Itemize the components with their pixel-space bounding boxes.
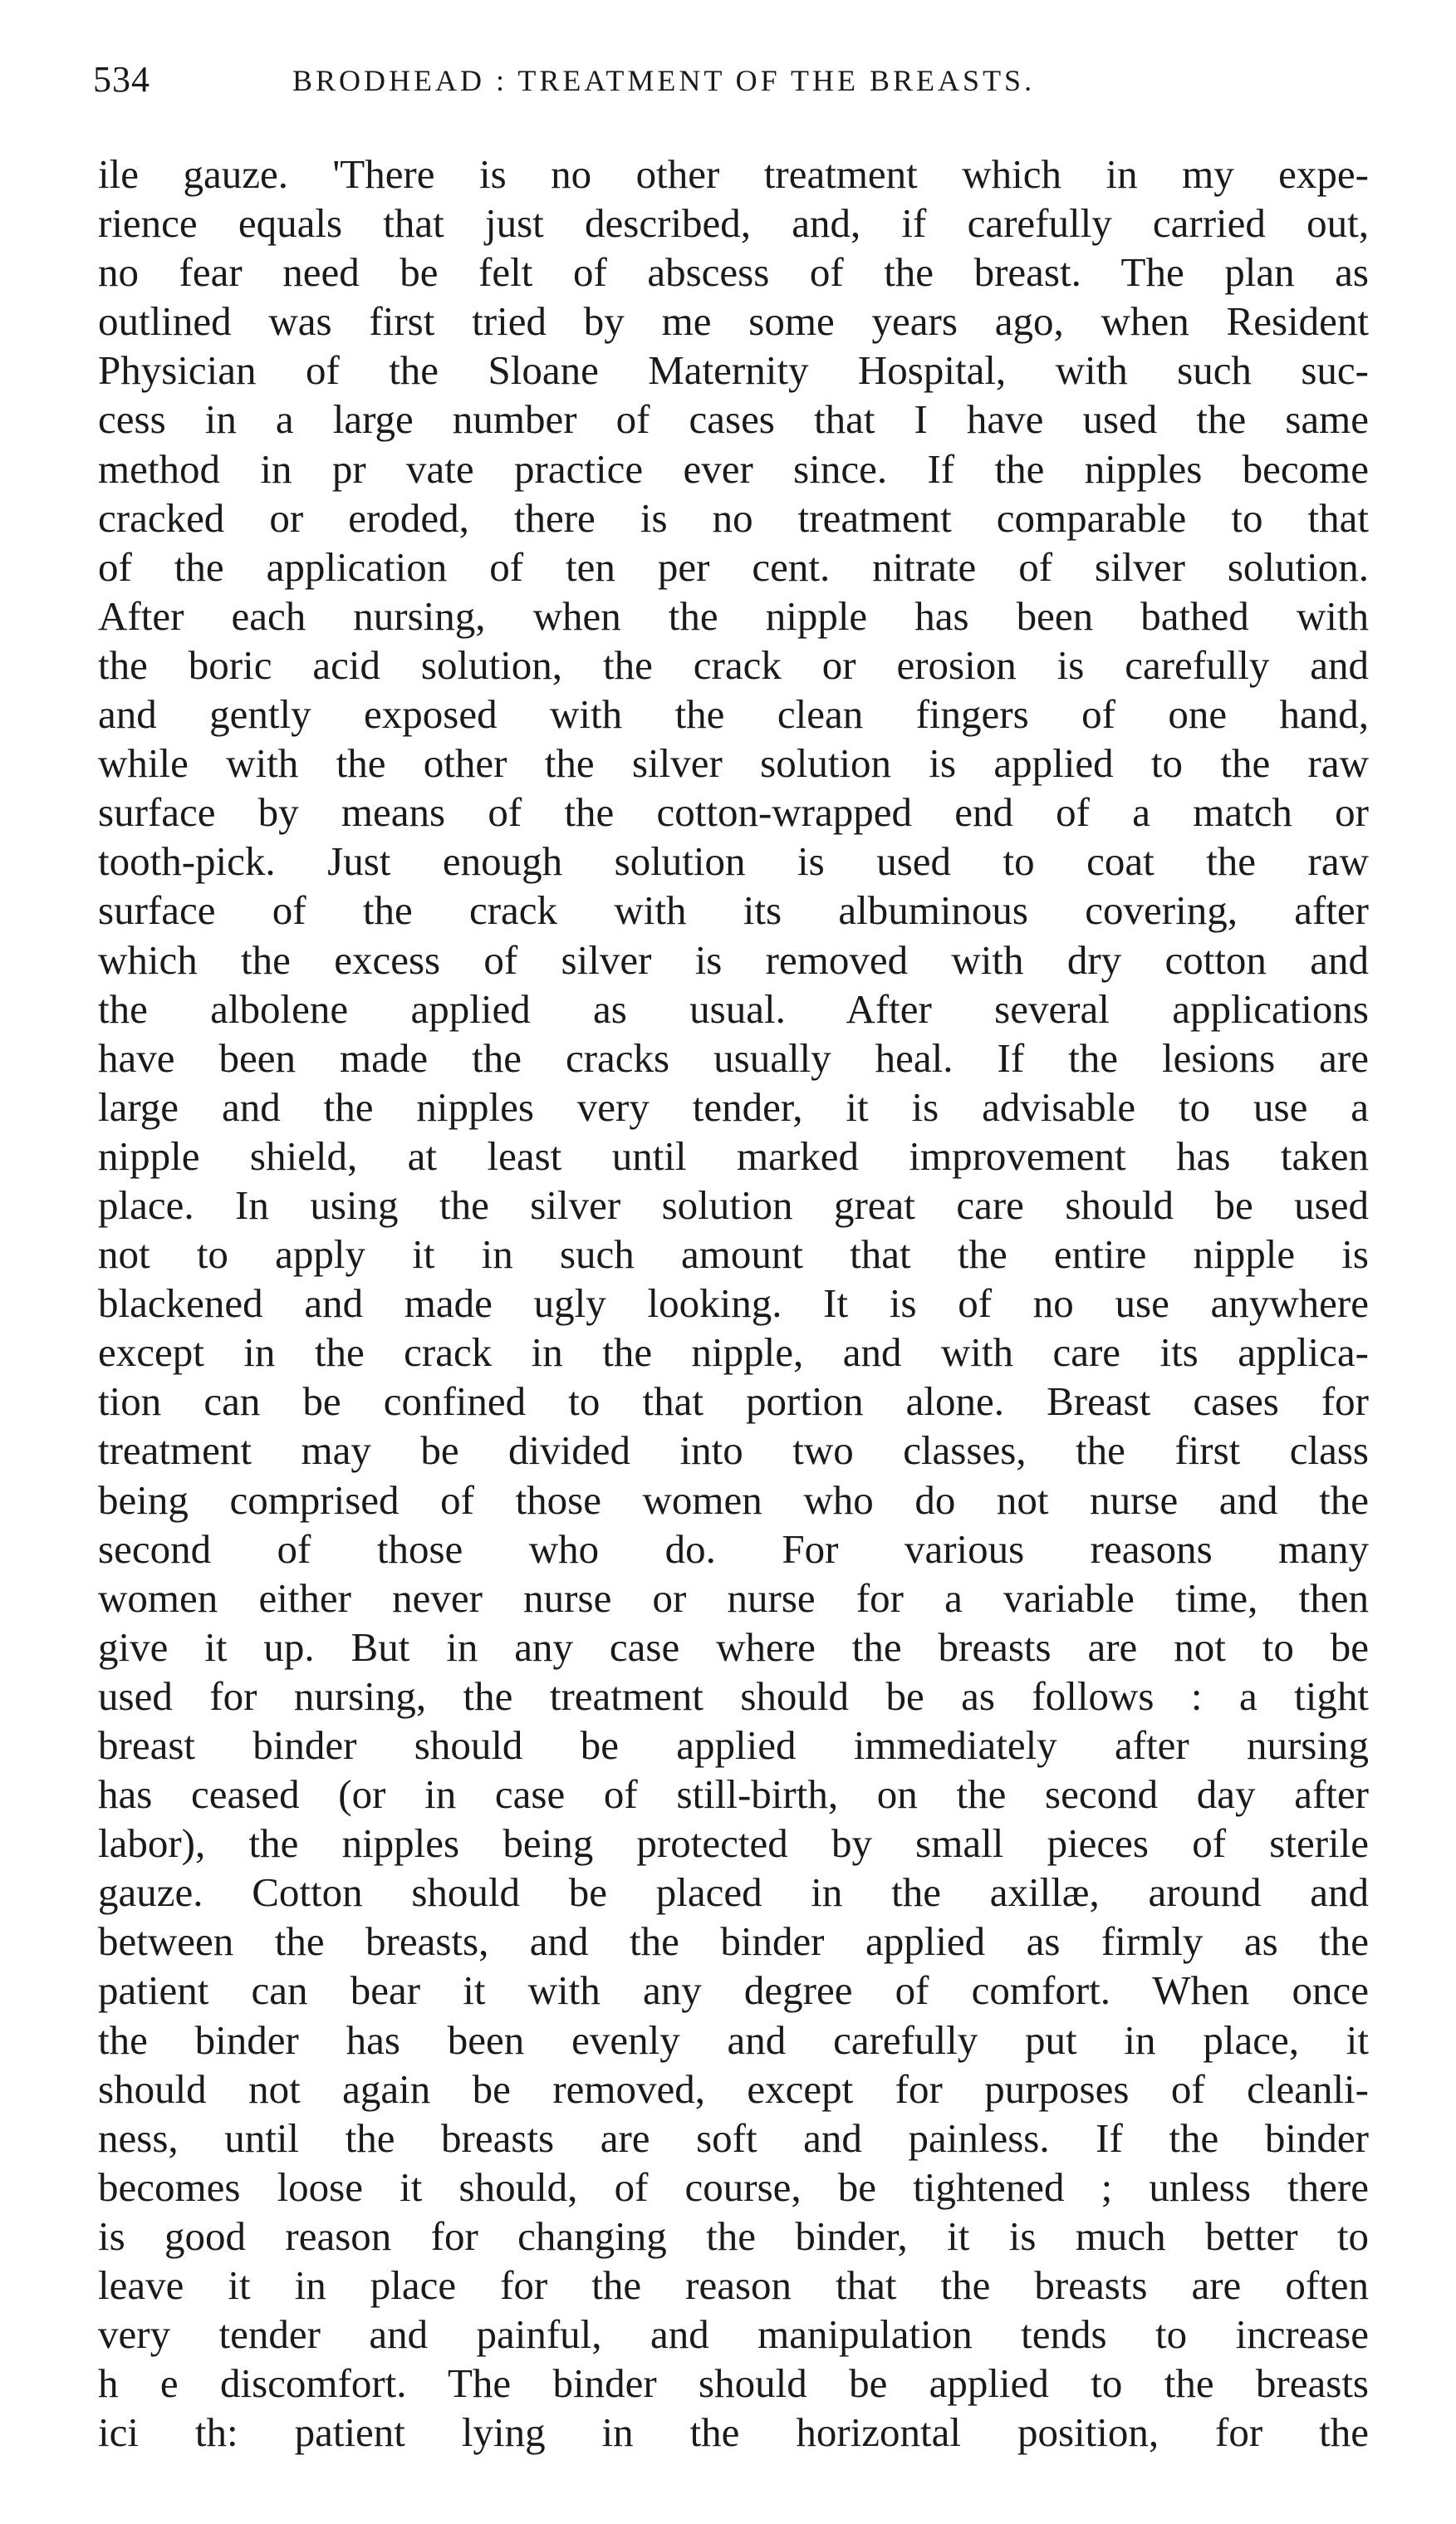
text-line: ness, until the breasts are soft and painless. If the binder [98,2114,1369,2161]
text-line: the binder has been evenly and carefully put in place, it [98,2016,1369,2063]
text-line: of the application of ten per cent. nitrate of silver solution. [98,543,1369,590]
text-line: is good reason for changing the binder, it is much better to [98,2212,1369,2259]
text-line: breast binder should be applied immediately after nursing [98,1722,1369,1768]
text-line: cracked or eroded, there is no treatment comparable to that [98,494,1369,541]
text-line: h e discomfort. The binder should be applied to the breasts [98,2360,1369,2407]
running-head: BRODHEAD : TREATMENT OF THE BREASTS. [292,64,1036,97]
text-line: have been made the cracks usually heal. If the lesions are [98,1034,1369,1081]
text-line: the boric acid solution, the crack or erosion is carefully and [98,641,1369,688]
text-line: except in the crack in the nipple, and with care its applica- [98,1329,1369,1376]
text-line: women either never nurse or nurse for a variable time, then [98,1574,1369,1621]
text-line: leave it in place for the reason that the breasts are often [98,2262,1369,2309]
body-text [98,150,1369,2457]
text-line: patient can bear it with any degree of comfort. When once [98,1967,1369,2014]
text-line: and gently exposed with the clean fingers of one hand, [98,691,1369,738]
text-line: tion can be confined to that portion alone. Breast cases for [98,1378,1369,1425]
text-line: cess in a large number of cases that I have used the same [98,396,1369,443]
text-line: After each nursing, when the nipple has been bathed with [98,592,1369,639]
text-line: while with the other the silver solution is applied to the raw [98,740,1369,787]
text-line: surface of the crack with its albuminous covering, after [98,887,1369,934]
text-line: ici th: patient lying in the horizontal position, for the [98,2409,1369,2456]
text-line: being comprised of those women who do not nurse and the [98,1476,1369,1523]
text-line: surface by means of the cotton-wrapped end of a match or [98,789,1369,836]
text-line: becomes loose it should, of course, be tightened ; unless there [98,2163,1369,2210]
text-line: place. In using the silver solution great care should be used [98,1181,1369,1228]
text-line: no fear need be felt of abscess of the breast. The plan as [98,249,1369,296]
text-line: has ceased (or in case of still-birth, on the second day after [98,1771,1369,1818]
text-line: large and the nipples very tender, it is advisable to use a [98,1083,1369,1130]
page-header [93,58,1356,108]
text-line: the albolene applied as usual. After several applications [98,985,1369,1032]
text-line: Physician of the Sloane Maternity Hospital, with such suc- [98,347,1369,394]
text-line: give it up. But in any case where the breasts are not to be [98,1623,1369,1670]
text-line: very tender and painful, and manipulation tends to increase [98,2311,1369,2358]
text-line: between the breasts, and the binder applied as firmly as the [98,1918,1369,1965]
text-line: method in pr vate practice ever since. If the nipples become [98,445,1369,492]
text-line: rience equals that just described, and, if carefully carried out, [98,200,1369,247]
text-line: nipple shield, at least until marked improvement has taken [98,1132,1369,1179]
text-line: blackened and made ugly looking. It is of no use anywhere [98,1280,1369,1327]
text-line: ile gauze. 'There is no other treatment which in my expe- [98,151,1369,197]
text-line: gauze. Cotton should be placed in the axillæ, around and [98,1869,1369,1916]
text-line: labor), the nipples being protected by small pieces of sterile [98,1820,1369,1867]
text-line: not to apply it in such amount that the entire nipple is [98,1231,1369,1278]
text-line: should not again be removed, except for purposes of cleanli- [98,2065,1369,2112]
text-line: second of those who do. For various reasons many [98,1525,1369,1572]
text-line: treatment may be divided into two classes, the first class [98,1427,1369,1474]
text-line: tooth-pick. Just enough solution is used to coat the raw [98,838,1369,885]
text-line: which the excess of silver is removed with dry cotton and [98,936,1369,983]
text-line: used for nursing, the treatment should be as follows : a tight [98,1672,1369,1719]
text-line: outlined was first tried by me some years ago, when Resident [98,298,1369,345]
page-number: 534 [93,59,150,100]
